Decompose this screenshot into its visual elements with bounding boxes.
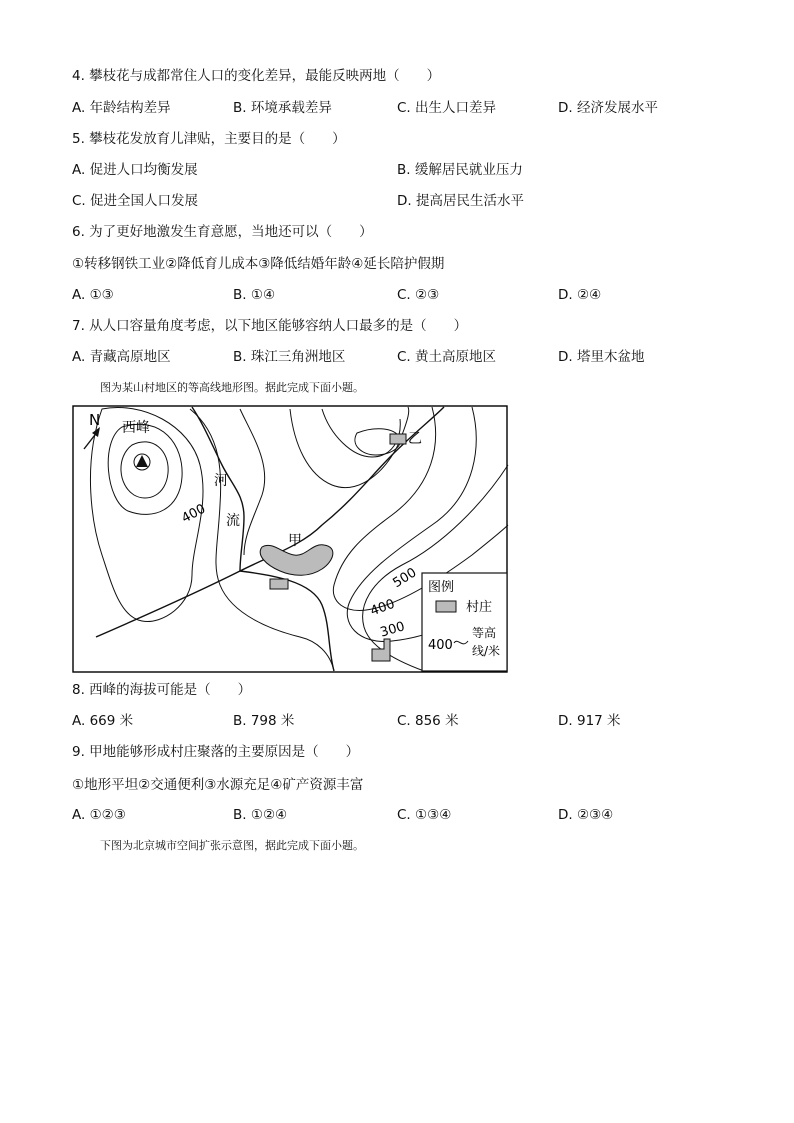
q6-statements: ①转移钢铁工业②降低育儿成本③降低结婚年龄④延长陪护假期	[72, 256, 445, 272]
contour-map	[72, 405, 509, 673]
q8-option-a: A. 669 米	[72, 713, 134, 729]
q7-option-b: B. 珠江三角洲地区	[233, 349, 346, 365]
q7-option-a: A. 青藏高原地区	[72, 349, 171, 365]
q7-option-d: D. 塔里木盆地	[558, 349, 645, 365]
q9-option-a: A. ①②③	[72, 807, 126, 823]
q6-option-b: B. ①④	[233, 287, 276, 303]
north-label: N	[89, 411, 101, 429]
map-legend	[422, 573, 507, 671]
contour-label-300: 300	[378, 619, 407, 641]
legend-title: 图例	[428, 580, 455, 595]
peak-label: 西峰	[122, 420, 150, 436]
peak-triangle-icon	[134, 454, 150, 470]
q8-option-d: D. 917 米	[558, 713, 621, 729]
q9-option-d: D. ②③④	[558, 807, 614, 823]
contour-label-400: 400	[179, 501, 209, 527]
village-small	[270, 579, 288, 589]
river-label-2: 流	[226, 513, 240, 529]
legend-village-label: 村庄	[466, 600, 493, 615]
q4-option-b: B. 环境承载差异	[233, 100, 332, 116]
q5-option-c: C. 促进全国人口发展	[72, 193, 199, 209]
map-intro-text: 图为某山村地区的等高线地形图。据此完成下面小题。	[100, 381, 364, 394]
village-yi-label: 乙	[408, 431, 422, 447]
village-jia-label: 甲	[288, 533, 302, 549]
q4-option-c: C. 出生人口差异	[397, 100, 497, 116]
q6-option-c: C. ②③	[397, 287, 440, 303]
legend-contour-label-2: 线/米	[472, 644, 501, 658]
q9-statements: ①地形平坦②交通便利③水源充足④矿产资源丰富	[72, 777, 364, 793]
question-9-stem: 9. 甲地能够形成村庄聚落的主要原因是（ ）	[72, 744, 360, 760]
q5-option-a: A. 促进人口均衡发展	[72, 162, 198, 178]
q5-option-b: B. 缓解居民就业压力	[397, 162, 523, 178]
q6-option-a: A. ①③	[72, 287, 114, 303]
q7-option-c: C. 黄土高原地区	[397, 349, 497, 365]
question-6-stem: 6. 为了更好地激发生育意愿，当地还可以（ ）	[72, 224, 373, 240]
question-8-stem: 8. 西峰的海拔可能是（ ）	[72, 682, 252, 698]
q8-option-b: B. 798 米	[233, 713, 295, 729]
next-intro-text: 下图为北京城市空间扩张示意图，据此完成下面小题。	[100, 839, 364, 852]
contour-label-400b: 400	[368, 596, 397, 620]
legend-contour-label-1: 等高	[472, 626, 497, 640]
legend-contour-value: 400	[428, 638, 453, 653]
river-label-1: 河	[214, 473, 228, 489]
q4-option-a: A. 年龄结构差异	[72, 100, 171, 116]
contour-label-500: 500	[390, 565, 420, 592]
legend-village-swatch	[436, 601, 456, 612]
question-4-stem: 4. 攀枝花与成都常住人口的变化差异，最能反映两地（ ）	[72, 68, 441, 84]
q6-option-d: D. ②④	[558, 287, 602, 303]
question-7-stem: 7. 从人口容量角度考虑，以下地区能够容纳人口最多的是（ ）	[72, 318, 468, 334]
q5-option-d: D. 提高居民生活水平	[397, 193, 524, 209]
q8-option-c: C. 856 米	[397, 713, 459, 729]
q9-option-b: B. ①②④	[233, 807, 288, 823]
q9-option-c: C. ①③④	[397, 807, 452, 823]
village-yi	[390, 434, 406, 444]
q4-option-d: D. 经济发展水平	[558, 100, 658, 116]
question-5-stem: 5. 攀枝花发放育儿津贴，主要目的是（ ）	[72, 131, 346, 147]
